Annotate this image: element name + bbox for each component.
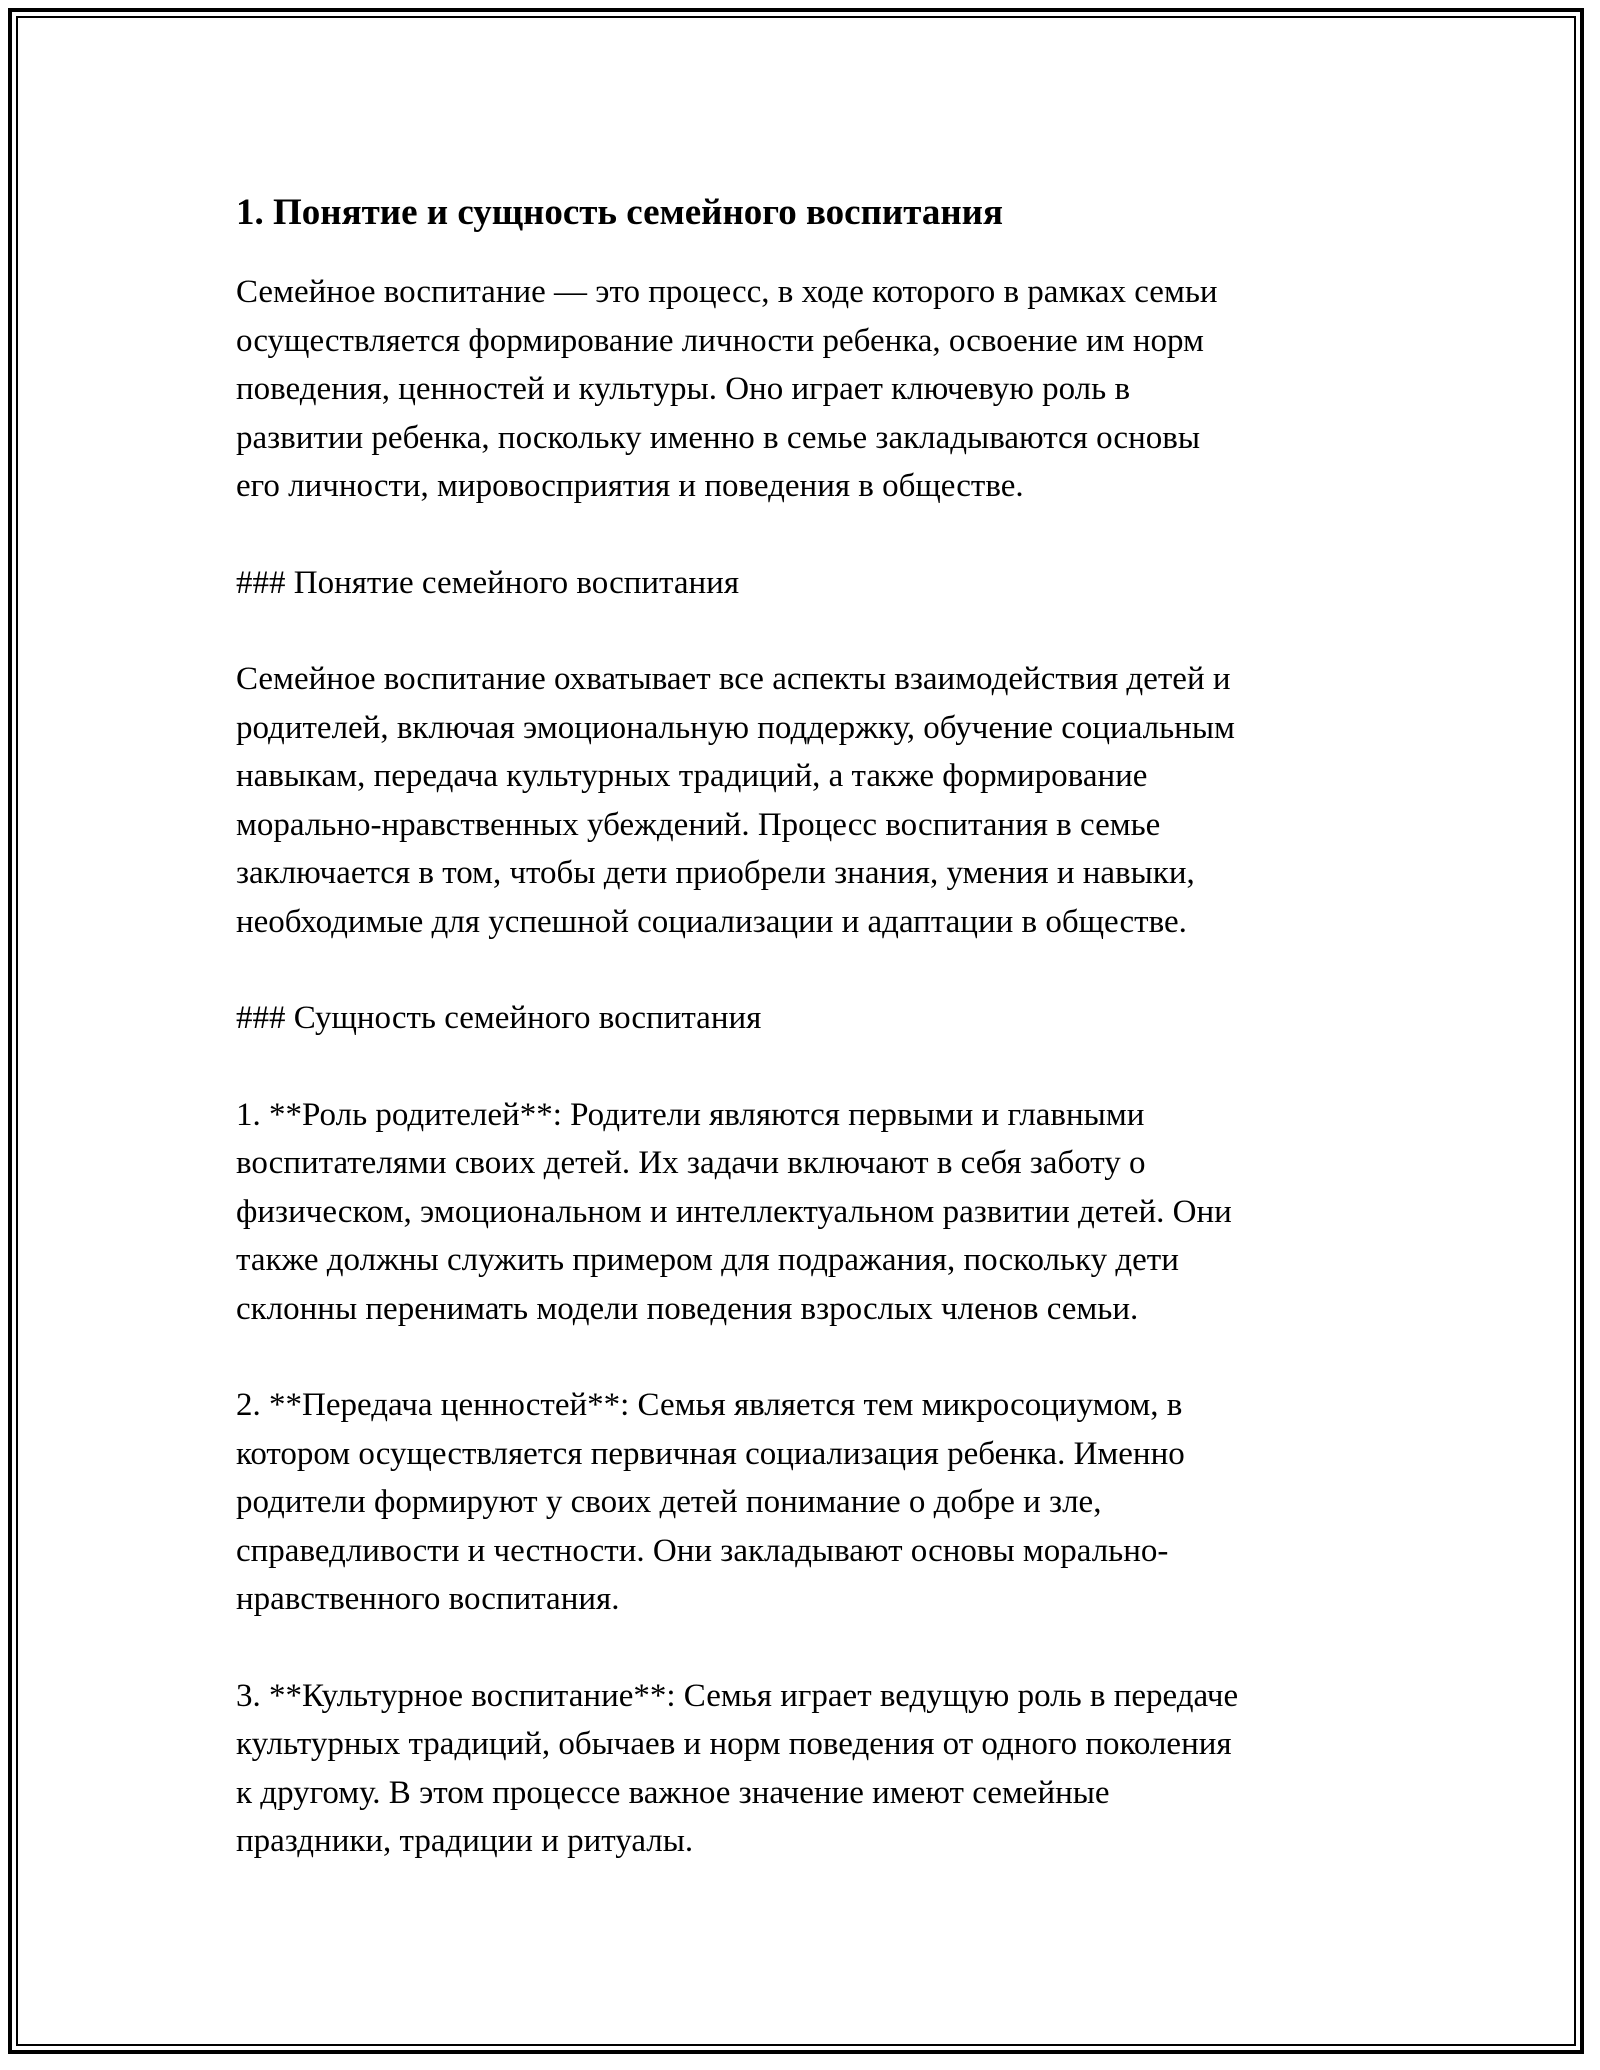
subheading-concept (236, 559, 1376, 608)
paragraph-concept (236, 655, 1376, 946)
text-line: культурных традиций, обычаев и норм поведения от одного поколения (236, 1726, 1232, 1762)
text-line: развитии ребенка, поскольку именно в семье закладываются основы (236, 419, 1200, 456)
text-line: осуществляется формирование личности ребенка, освоение им норм (236, 322, 1204, 359)
text-line: ### Сущность семейного воспитания (236, 1000, 762, 1036)
text-line: физическом, эмоциональном и интеллектуальном развитии детей. Они (236, 1193, 1232, 1230)
text-line: Семейное воспитание — это процесс, в ходе которого в рамках семьи (236, 274, 1218, 310)
text-line: ### Понятие семейного воспитания (236, 564, 740, 601)
list-item-values-transfer (236, 1381, 1376, 1624)
text-line: 3. **Культурное воспитание**: Семья играет ведущую роль в передаче (236, 1677, 1239, 1714)
text-line: родителей, включая эмоциональную поддержку, обучение социальным (236, 709, 1235, 746)
text-line: котором осуществляется первичная социализация ребенка. Именно (236, 1435, 1185, 1472)
document-body (236, 186, 1376, 1914)
text-line: морально-нравственных убеждений. Процесс воспитания в семье (236, 806, 1161, 843)
list-item-cultural-upbringing (236, 1672, 1376, 1866)
text-line: его личности, мировосприятия и поведения в обществе. (236, 468, 1024, 504)
text-line: необходимые для успешной социализации и адаптации в обществе. (236, 903, 1187, 940)
text-line: 1. **Роль родителей**: Родители являются первыми и главными (236, 1096, 1145, 1133)
text-line: Семейное воспитание охватывает все аспекты взаимодействия детей и (236, 661, 1231, 697)
paragraph-intro (236, 268, 1376, 511)
text-line: воспитателями своих детей. Их задачи включают в себя заботу о (236, 1145, 1146, 1181)
text-line: заключается в том, чтобы дети приобрели знания, умения и навыки, (236, 855, 1195, 891)
text-line: нравственного воспитания. (236, 1581, 620, 1617)
text-line: 2. **Передача ценностей**: Семья является тем микросоциумом, в (236, 1387, 1183, 1423)
text-line: поведения, ценностей и культуры. Оно играет ключевую роль в (236, 371, 1131, 407)
document-title: 1. Понятие и сущность семейного воспитания (236, 192, 1004, 233)
text-line: праздники, традиции и ритуалы. (236, 1823, 694, 1859)
text-line: справедливости и честности. Они закладывают основы морально- (236, 1532, 1169, 1569)
text-line: к другому. В этом процессе важное значение имеют семейные (236, 1774, 1110, 1811)
list-item-parents-role (236, 1091, 1376, 1334)
text-line: навыкам, передача культурных традиций, а также формирование (236, 758, 1148, 794)
subheading-essence (236, 994, 1376, 1043)
text-line: склонны перенимать модели поведения взрослых членов семьи. (236, 1290, 1139, 1327)
text-line: также должны служить примером для подражания, поскольку дети (236, 1242, 1179, 1278)
text-line: родители формируют у своих детей понимание о добре и зле, (236, 1484, 1102, 1520)
